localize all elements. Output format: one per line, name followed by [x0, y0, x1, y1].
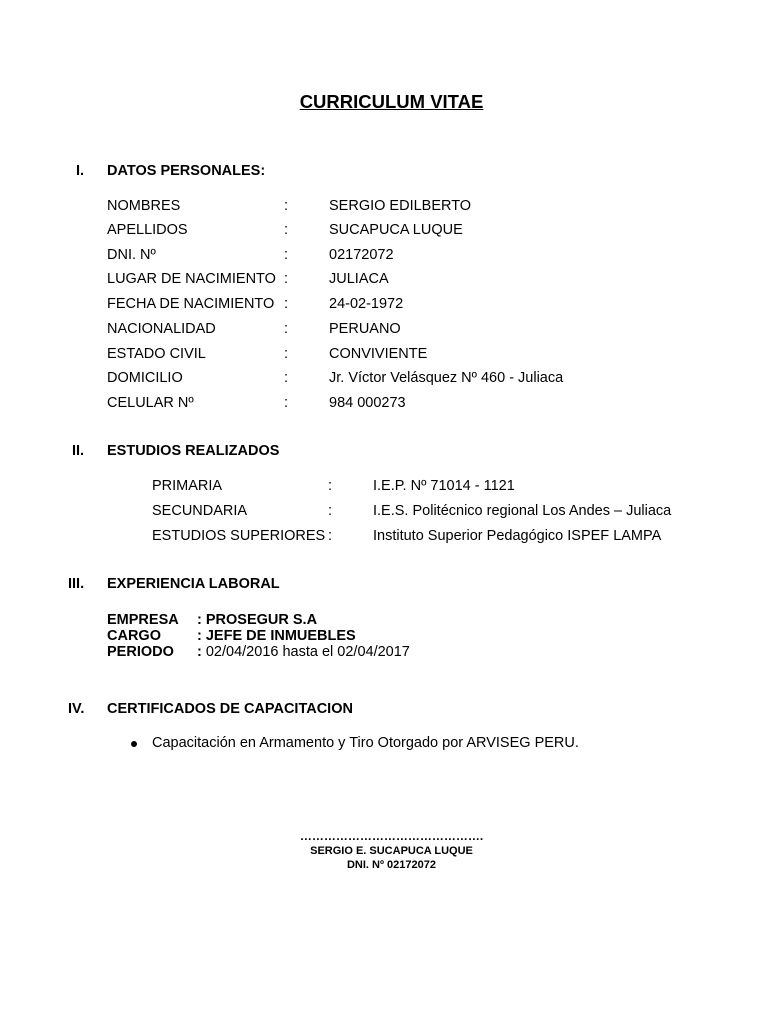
- company-label: EMPRESA: [107, 612, 179, 628]
- position-value: : JEFE DE INMUEBLES: [197, 628, 356, 644]
- personal-sep: :: [284, 370, 289, 386]
- period-label: PERIODO: [107, 644, 174, 660]
- section-title-studies: ESTUDIOS REALIZADOS: [107, 443, 280, 459]
- personal-value: 02172072: [329, 247, 394, 263]
- personal-value: 24-02-1972: [329, 296, 404, 312]
- personal-value: PERUANO: [329, 321, 401, 337]
- personal-label: ESTADO CIVIL: [107, 346, 206, 362]
- personal-value: Jr. Víctor Velásquez Nº 460 - Juliaca: [329, 370, 564, 386]
- section-number-studies: II.: [72, 443, 85, 459]
- personal-label: LUGAR DE NACIMIENTO: [107, 271, 276, 287]
- personal-value: JULIACA: [329, 271, 389, 287]
- personal-label: DOMICILIO: [107, 370, 183, 386]
- personal-sep: :: [284, 395, 289, 411]
- personal-sep: :: [284, 346, 289, 362]
- personal-sep: :: [284, 222, 289, 238]
- certificate-item: Capacitación en Armamento y Tiro Otorgado por ARVISEG PERU.: [152, 735, 579, 751]
- personal-label: APELLIDOS: [107, 222, 188, 238]
- study-sep: :: [328, 478, 333, 494]
- study-label: ESTUDIOS SUPERIORES: [152, 528, 326, 544]
- signature-name: SERGIO E. SUCAPUCA LUQUE: [310, 845, 473, 857]
- signature-line: ……………………………………….: [299, 829, 484, 843]
- study-sep: :: [328, 528, 333, 544]
- period-colon: :: [197, 644, 202, 660]
- bullet-icon: [131, 741, 137, 747]
- personal-value: CONVIVIENTE: [329, 346, 428, 362]
- document-title: CURRICULUM VITAE: [299, 91, 484, 112]
- personal-sep: :: [284, 247, 289, 263]
- study-sep: :: [328, 503, 333, 519]
- study-value: I.E.S. Politécnico regional Los Andes – Juliaca: [373, 503, 672, 519]
- personal-sep: :: [284, 271, 289, 287]
- personal-label: DNI. Nº: [107, 247, 156, 263]
- personal-label: FECHA DE NACIMIENTO: [107, 296, 275, 312]
- section-number-certificates: IV.: [68, 701, 85, 717]
- personal-sep: :: [284, 321, 289, 337]
- personal-sep: :: [284, 198, 289, 214]
- section-number-personal: I.: [76, 163, 85, 179]
- period-value-row: [197, 644, 410, 660]
- section-number-experience: III.: [68, 576, 85, 592]
- personal-sep: :: [284, 296, 289, 312]
- position-label: CARGO: [107, 628, 161, 644]
- period-value: 02/04/2016 hasta el 02/04/2017: [201, 644, 410, 660]
- personal-label: CELULAR Nº: [107, 395, 194, 411]
- section-title-experience: EXPERIENCIA LABORAL: [107, 576, 280, 592]
- study-label: PRIMARIA: [152, 478, 223, 494]
- personal-value: SERGIO EDILBERTO: [329, 198, 472, 214]
- personal-label: NACIONALIDAD: [107, 321, 216, 337]
- personal-value: SUCAPUCA LUQUE: [329, 222, 463, 238]
- study-label: SECUNDARIA: [152, 503, 248, 519]
- personal-label: NOMBRES: [107, 198, 181, 214]
- section-title-certificates: CERTIFICADOS DE CAPACITACION: [107, 701, 353, 717]
- personal-value: 984 000273: [329, 395, 406, 411]
- signature-dni: DNI. Nº 02172072: [346, 859, 436, 871]
- study-value: I.E.P. Nº 71014 - 1121: [373, 478, 515, 494]
- company-value: : PROSEGUR S.A: [197, 612, 318, 628]
- study-value: Instituto Superior Pedagógico ISPEF LAMPA: [373, 528, 662, 544]
- section-title-personal: DATOS PERSONALES:: [107, 163, 266, 179]
